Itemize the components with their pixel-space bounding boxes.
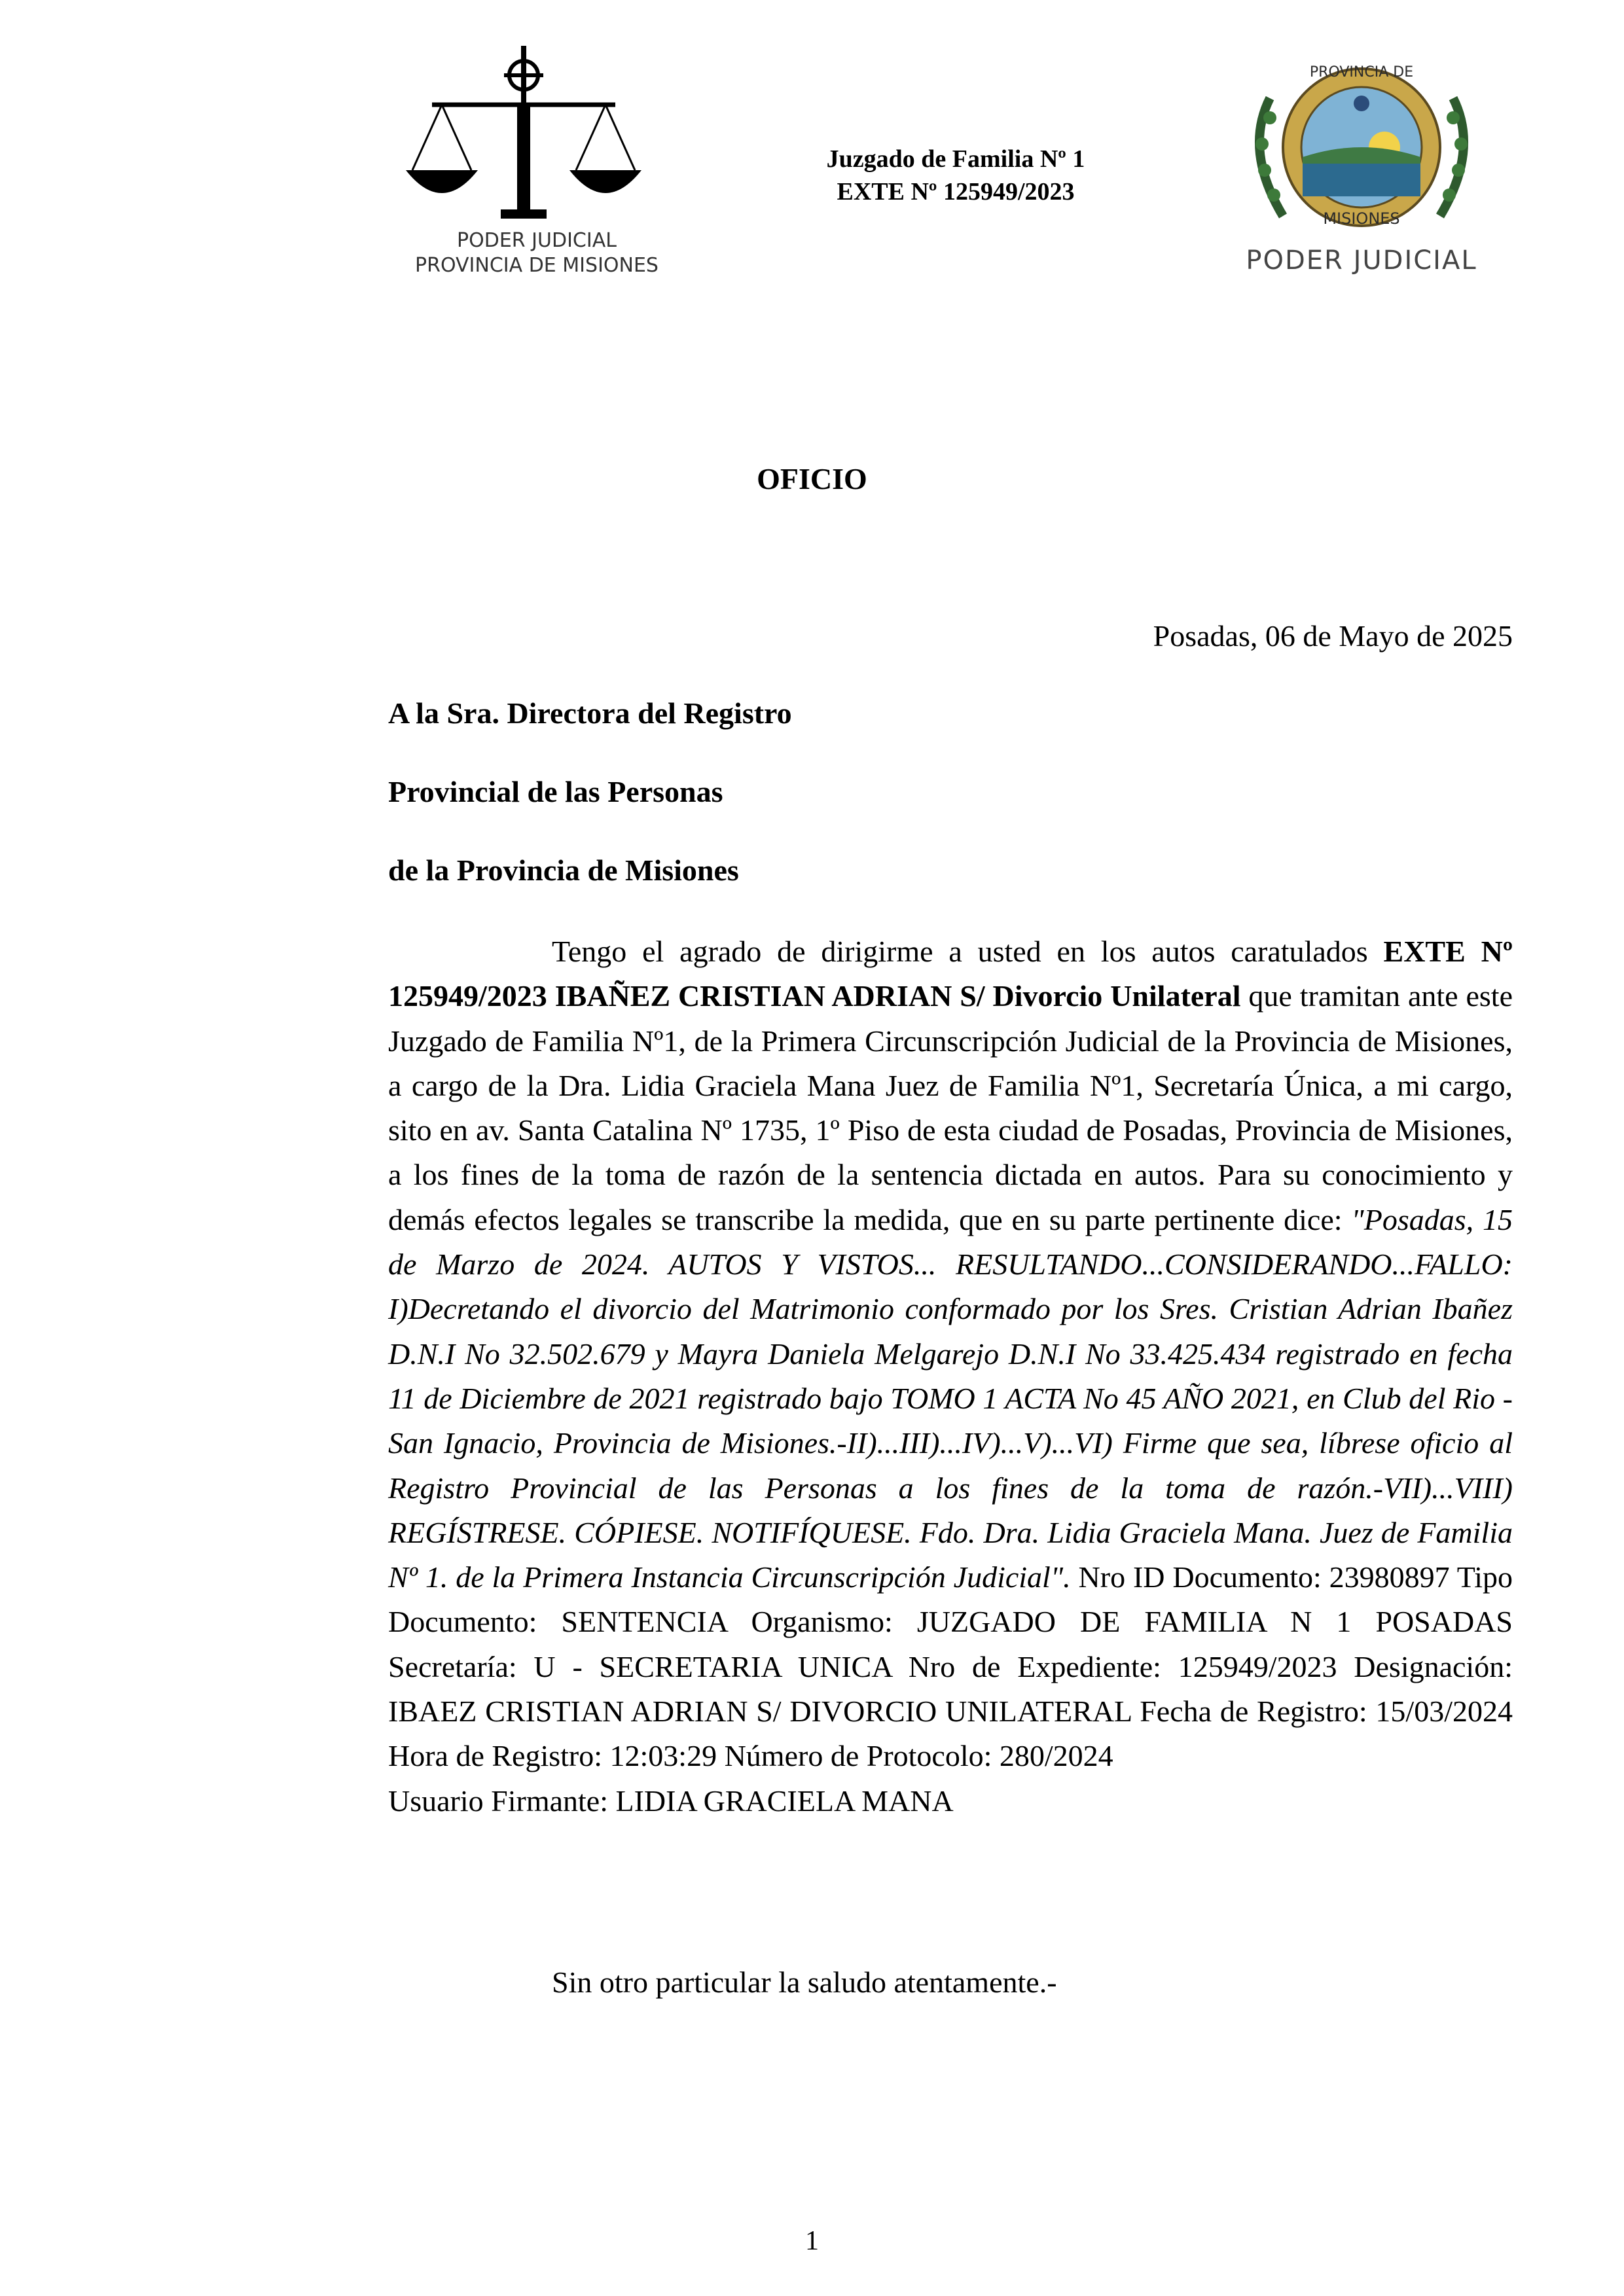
- addressee-line-2: Provincial de las Personas: [388, 775, 723, 808]
- seal-bottom-text: MISIONES: [1323, 209, 1400, 228]
- letter-body: [388, 929, 1513, 1823]
- closing-salutation: Sin otro particular la saludo atentamente.-: [552, 1965, 1057, 1999]
- case-number: EXTE Nº 125949/2023: [837, 178, 1075, 206]
- document-metadata: Nro ID Documento: 23980897 Tipo Documento: SENTENCIA Organismo: JUZGADO DE FAMILIA N 1 POSADAS Secretaría: U - SECRETARIA UNICA Nro de Expediente: 125949/2023 Designación: IBAEZ CRISTIAN ADRIAN S/ DIVORCIO UNILATERAL Fecha de Registro: 15/03/2024 Hora de Registro: 12:03:29 Número de Protocolo: 280/2024: [388, 1560, 1513, 1773]
- signer-line: Usuario Firmante: LIDIA GRACIELA MANA: [388, 1784, 954, 1818]
- seal-caption: PODER JUDICIAL: [1246, 245, 1477, 276]
- seal-top-text: PROVINCIA DE: [1309, 64, 1414, 81]
- sentence-quote: "Posadas, 15 de Marzo de 2024. AUTOS Y VISTOS... RESULTANDO...CONSIDERANDO...FALLO: I)Decretando el divorcio del Matrimonio conformado por los Sres. Cristian Adrian Ibañez D.N.I No 32.502.679 y Mayra Daniela Melgarejo D.N.I No 33.425.434 registrado en fecha 11 de Diciembre de 2021 registrado bajo TOMO 1 ACTA No 45 AÑO 2021, en Club del Rio - San Ignacio, Provincia de Misiones.-II)...III)...IV)...V)...VI) Firme que sea, líbrese oficio al Registro Provincial de las Personas a los fines de la toma de razón.-VII)...VIII) REGÍSTRESE. CÓPIESE. NOTIFÍQUESE. Fdo. Dra. Lidia Graciela Mana. Juez de Familia Nº 1. de la Primera Instancia Circunscripción Judicial".: [388, 1202, 1513, 1594]
- addressee-line-1: A la Sra. Directora del Registro: [388, 696, 792, 730]
- logo-left-line2: PROVINCIA DE MISIONES: [415, 254, 659, 277]
- logo-left-line1: PODER JUDICIAL: [457, 229, 617, 252]
- provincia-misiones-seal-logo: [1231, 59, 1492, 281]
- case-caption: EXTE Nº 125949/2023 IBAÑEZ CRISTIAN ADRIAN S/ Divorcio Unilateral: [388, 935, 1513, 1013]
- poder-judicial-scales-logo: [393, 39, 681, 288]
- body-main-text: que tramitan ante este Juzgado de Familia Nº1, de la Primera Circunscripción Judicial de la Provincia de Misiones, a cargo de la Dra. Lidia Graciela Mana Juez de Familia Nº1, Secretaría Única, a mi cargo, sito en av. Santa Catalina Nº 1735, 1º Piso de esta ciudad de Posadas, Provincia de Misiones, a los fines de la toma de razón de la sentencia dictada en autos. Para su conocimiento y demás efectos legales se transcribe la medida, que en su parte pertinente dice:: [388, 979, 1513, 1236]
- body-intro: Tengo el agrado de dirigirme a usted en los autos caratulados: [552, 935, 1384, 968]
- addressee-line-3: de la Provincia de Misiones: [388, 853, 739, 887]
- document-date: Posadas, 06 de Mayo de 2025: [1153, 619, 1513, 653]
- page-number: 1: [805, 2226, 819, 2256]
- court-header: [759, 143, 1152, 208]
- document-title: OFICIO: [757, 462, 867, 495]
- scales-of-justice-icon: [393, 39, 681, 236]
- court-name: Juzgado de Familia Nº 1: [826, 145, 1085, 173]
